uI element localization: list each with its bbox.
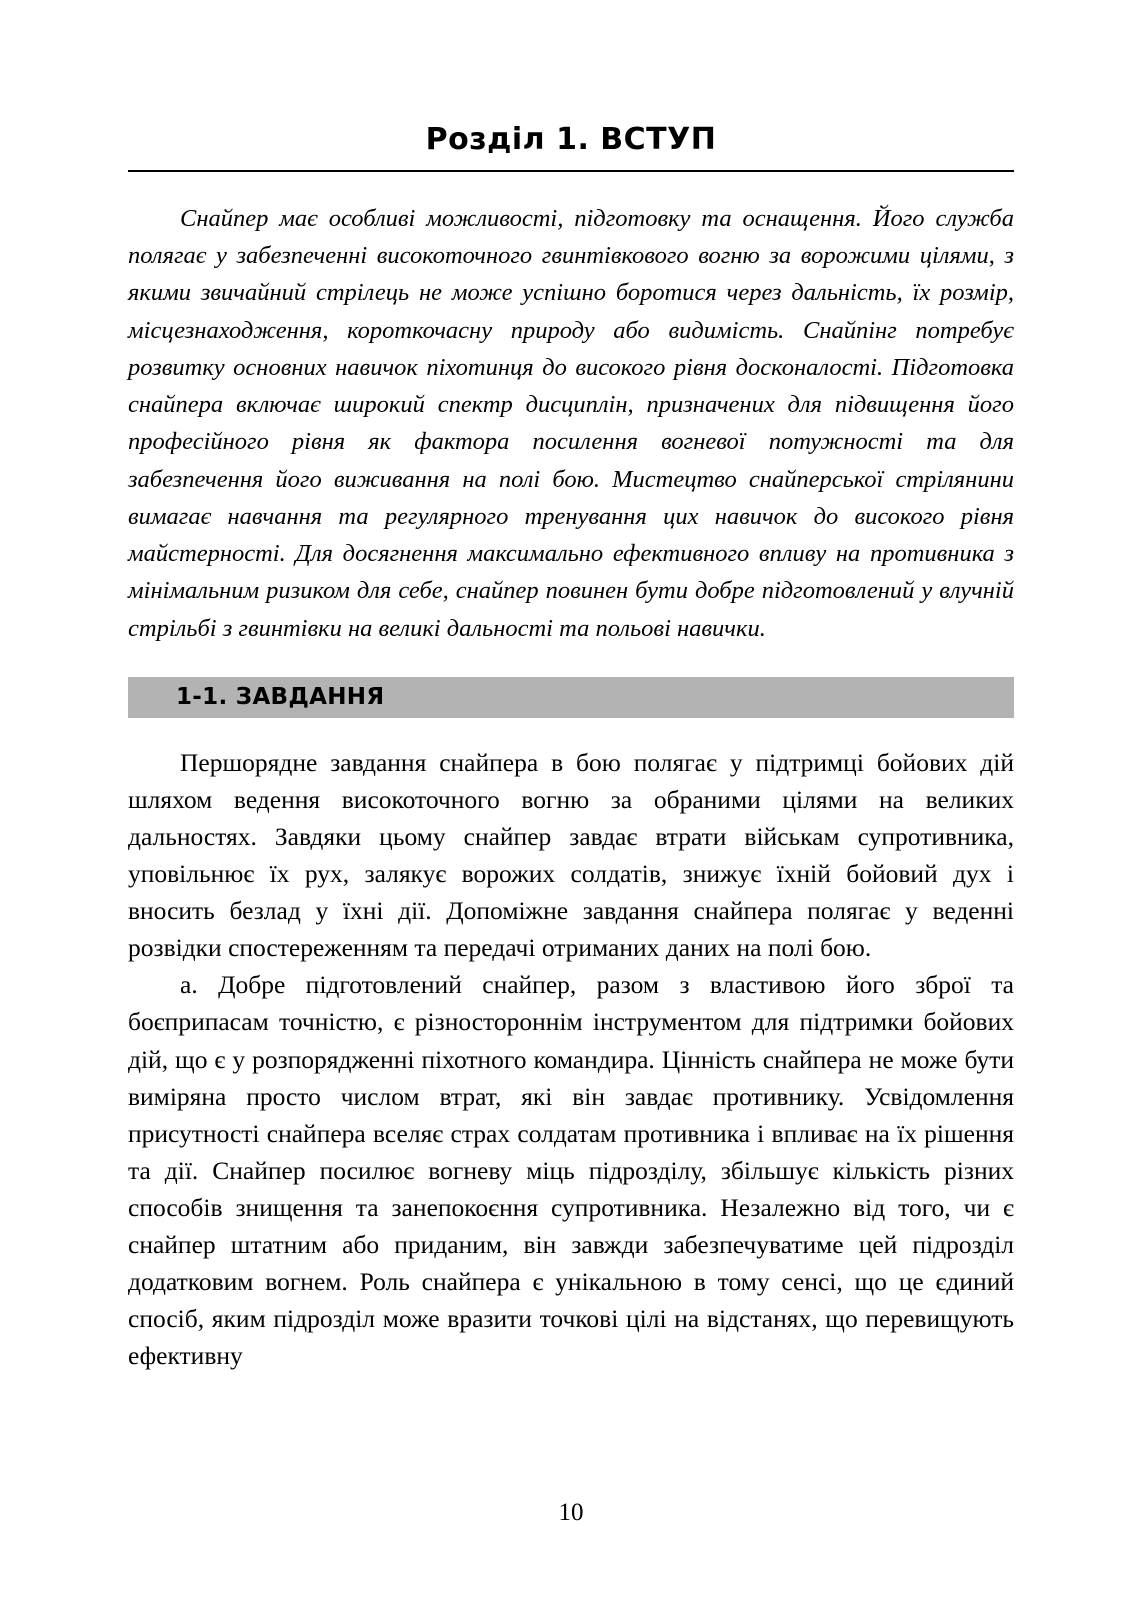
body-paragraph-2: а. Добре підготовлений снайпер, разом з властивою його зброї та боєприпасам точністю, є різностороннім інструментом для підтримки бойових дій, що є у розпорядженні піхотного командира. Цінність снайпера не може бути виміряна просто числом втрат, які він завдає противнику. Усвідомлення присутності снайпера вселяє страх солдатам противника і впливає на їх рішення та дії. Снайпер посилює вогневу міць підрозділу, збільшує кількість різних способів знищення та занепокоєння супротивника. Незалежно від того, чи є снайпер штатним або приданим, він завжди забезпечуватиме цей підрозділ додатковим вогнем. Роль снайпера є унікальною в тому сенсі, що це єдиний спосіб, яким підрозділ може вразити точкові цілі на відстанях, що перевищують ефективну [128,970,1014,1371]
page-number: 10 [558,1499,584,1526]
title-divider [128,170,1014,172]
body-paragraph-1: Першорядне завдання снайпера в бою полягає у підтримці бойових дій шляхом ведення високоточного вогню за обраними цілями на великих дальностях. Завдяки цьому снайпер завдає втрати військам супротивника, уповільнює їх рух, залякує ворожих солдатів, знижує їхній бойовий дух і вносить безлад у їхні дії. Допоміжне завдання снайпера полягає у веденні розвідки спостереженням та передачі отриманих даних на полі бою. [128,747,1014,963]
intro-paragraph: Снайпер має особливі можливості, підготовку та оснащення. Його служба полягає у забезпеченні високоточного гвинтівкового вогню за ворожими цілями, з якими звичайний стрілець не може успішно боротися через дальність, їх розмір, місцезнаходження, короткочасну природу або видимість. Снайпінг потребує розвитку основних навичок піхотинця до високого рівня досконалості. Підготовка снайпера включає широкий спектр дисциплін, призначених для підвищення його професійного рівня як фактора посилення вогневої потужності та для забезпечення його виживання на полі бою. Мистецтво снайперської стрілянини вимагає навчання та регулярного тренування цих навичок до високого рівня майстерності. Для досягнення максимально ефективного впливу на противника з мінімальним ризиком для себе, снайпер повинен бути добре підготовлений у влучній стрільбі з гвинтівки на великі дальності та польові навички. [128,205,1014,642]
section-heading-tasks: 1-1. ЗАВДАННЯ [128,677,1014,718]
page-title: Розділ 1. ВСТУП [425,122,717,157]
